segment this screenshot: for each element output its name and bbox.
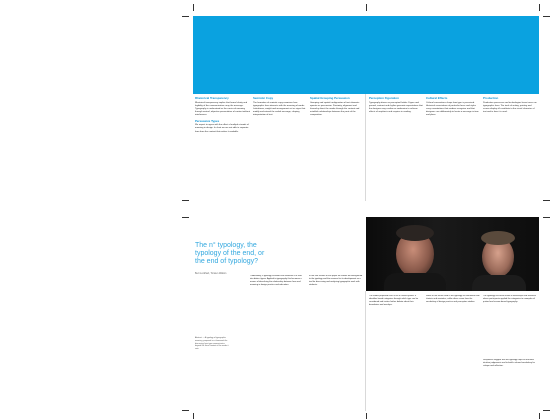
body-column-3: The model proposed here is not a closed system. It identifies broad categories through which type can be considered and invites further debate about their boundaries and overlaps.: [369, 295, 419, 307]
column-heading: Production: [483, 97, 499, 100]
body-column-2: In the first section of this paper we outline the background to the typology and the reasons for its development as a tool for discussing and analysing typographic work with students.: [309, 275, 363, 287]
crop-mark: [193, 413, 194, 419]
column-text: The formation of semiotic copy examines how typographic form interacts with the meaning of words. Letterforms, weight and arrangement act as signs that modify and extend the verbal message, shaping interpretation of text.: [253, 101, 306, 117]
body-column-1: Traditionally, a typology classifies the elements of a field into distinct types. Applied to typography this becomes a means of describing the relationship between form and meaning in design practice and education.: [250, 275, 302, 287]
top-spread: [193, 16, 539, 201]
article-authors: Bert Lockhart, Torsten Walton: [195, 272, 227, 275]
gutter-line: [365, 291, 366, 411]
crop-mark: [366, 4, 367, 11]
crop-mark: [193, 4, 194, 11]
crop-mark: [543, 217, 550, 218]
person-hair: [396, 225, 434, 241]
bottom-spread: [193, 217, 539, 411]
column-heading: Spatial Grouping Persuasion: [310, 97, 350, 100]
abstract-caption: Abstract — A typology of typographic meaning, proposed as a framework for discussing how type communicates beyond the literal content of the words it sets.: [195, 337, 229, 351]
column-5: [426, 97, 481, 177]
crop-mark: [182, 200, 189, 201]
article-title: The n° typology, the typology of the end, or the end of typology?: [195, 242, 265, 266]
column-heading: Cultural Effects: [426, 97, 448, 100]
column-3: [310, 97, 365, 187]
column-2: [253, 97, 308, 157]
body-column-5: The typology has been tested in workshops and seminars where participants applied the categories to examples of printed and screen-based typography.: [483, 295, 537, 304]
crop-mark: [539, 413, 540, 419]
column-heading: Semiotic Copy: [253, 97, 274, 100]
column-6: [483, 97, 538, 147]
column-subheading: Persuasive Types: [195, 118, 220, 123]
crop-mark: [543, 410, 550, 411]
person-shoulders: [384, 273, 446, 291]
column-text: Production processes and technologies leave traces on typographic form. The tools of writing, printing and screen display all contribute to the visual character of text and to how it is read.: [483, 101, 537, 114]
blue-band: [193, 16, 539, 94]
column-4: [369, 97, 424, 192]
crop-mark: [182, 410, 189, 411]
crop-mark: [366, 413, 367, 419]
column-heading: Rhetorical Transparency: [195, 97, 229, 100]
crop-mark: [182, 16, 189, 17]
person-hair: [481, 231, 515, 245]
article-photo: [366, 217, 539, 291]
person-shoulders: [472, 275, 526, 291]
column-text: Grouping and spatial configuration of text elements operate as persuasion. Proximity, alignment and hierarchy direct the reader through the content and establish relationships between the parts of the composition.: [310, 101, 360, 117]
crop-mark: [543, 200, 550, 201]
column-text: We expect to agree with the effect of multiple strands of meaning in design. In short we are not able to separate form from the content that makes it readable.: [195, 124, 249, 133]
column-heading: Perception Figuration: [369, 97, 399, 100]
gutter-line: [365, 94, 366, 201]
column-text: Cultural conventions shape how type is perceived. Historical associations of particular faces and styles carry connotations that readers recognise and that designers use deliberately to locate a message in time and place.: [426, 101, 479, 117]
column-1: [195, 97, 250, 197]
crop-mark: [182, 217, 189, 218]
crop-mark: [539, 4, 540, 11]
column-text: Typography draws on perceptual habits. Figure and ground, contrast and rhythm generate expectations that the designer may confirm or undermine to achieve effects of emphasis and surprise in reading.: [369, 101, 423, 114]
column-text: Rhetorical transparency implies that formal clarity and legibility of the communication carry the message. Typography is understood as the carrier of meaning through neutral, objective presentation of content without interference.: [195, 101, 250, 117]
body-column-4: Some of the terms used in the typology are borrowed from rhetoric and semiotics, while others come from the vocabulary of design practice and perception studies.: [426, 295, 480, 304]
body-column-6: Responses suggest that the typology helps to articulate intuitive judgements and to build a shared vocabulary for critique and reflection.: [483, 359, 535, 368]
crop-mark: [543, 16, 550, 17]
